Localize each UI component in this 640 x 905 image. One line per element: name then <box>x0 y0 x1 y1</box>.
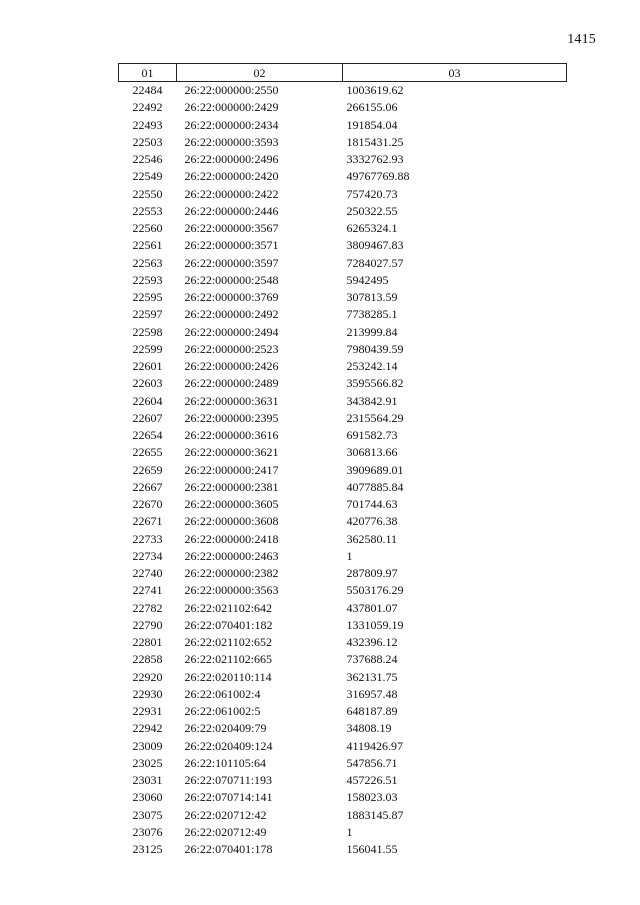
row-id-cell: 22801 <box>132 635 163 650</box>
value-cell: 2315564.29 <box>346 410 404 425</box>
value-cell: 253242.14 <box>346 359 398 374</box>
row-id-cell: 23076 <box>132 824 163 839</box>
cadastral-number-cell: 26:22:000000:2446 <box>184 203 279 218</box>
table-row <box>119 755 567 772</box>
value-cell: 156041.55 <box>346 842 398 857</box>
row-id-cell: 22484 <box>132 83 163 98</box>
table-row <box>119 669 567 686</box>
table-row <box>119 479 567 496</box>
row-id-cell: 22595 <box>132 290 163 305</box>
row-id-cell: 22858 <box>132 652 163 667</box>
column-header-03: 03 <box>343 64 567 82</box>
row-id-cell: 22931 <box>132 704 163 719</box>
table-row <box>119 513 567 530</box>
table-row <box>119 600 567 617</box>
value-cell: 3332762.93 <box>346 152 404 167</box>
table-row <box>119 117 567 134</box>
value-cell: 250322.55 <box>346 203 398 218</box>
table-row <box>119 324 567 341</box>
row-id-cell: 23075 <box>132 807 163 822</box>
row-id-cell: 22670 <box>132 497 163 512</box>
table-row <box>119 686 567 703</box>
table-row <box>119 82 567 100</box>
cadastral-number-cell: 26:22:000000:2523 <box>184 341 279 356</box>
value-cell: 437801.07 <box>346 600 398 615</box>
cadastral-number-cell: 26:22:000000:2417 <box>184 462 279 477</box>
table-row <box>119 496 567 513</box>
cadastral-number-cell: 26:22:020712:49 <box>184 824 267 839</box>
cadastral-number-cell: 26:22:021102:642 <box>184 600 273 615</box>
row-id-cell: 22546 <box>132 152 163 167</box>
table-row <box>119 237 567 254</box>
table-row <box>119 807 567 824</box>
value-cell: 287809.97 <box>346 566 398 581</box>
value-cell: 3909689.01 <box>346 462 404 477</box>
table-row <box>119 531 567 548</box>
row-id-cell: 23125 <box>132 842 163 857</box>
table-row <box>119 617 567 634</box>
row-id-cell: 23060 <box>132 790 163 805</box>
table-row <box>119 427 567 444</box>
value-cell: 4077885.84 <box>346 479 404 494</box>
table-row <box>119 651 567 668</box>
cadastral-number-cell: 26:22:070401:178 <box>184 842 273 857</box>
table-row <box>119 168 567 185</box>
row-id-cell: 22655 <box>132 445 163 460</box>
row-id-cell: 22671 <box>132 514 163 529</box>
table-row <box>119 720 567 737</box>
value-cell: 1883145.87 <box>346 807 404 822</box>
value-cell: 266155.06 <box>346 100 398 115</box>
cadastral-number-cell: 26:22:020110:114 <box>184 669 272 684</box>
cadastral-number-cell: 26:22:020409:79 <box>184 721 267 736</box>
value-cell: 457226.51 <box>346 773 398 788</box>
value-cell: 3595566.82 <box>346 376 404 391</box>
table-row <box>119 462 567 479</box>
column-header-02: 02 <box>177 64 343 82</box>
cadastral-number-cell: 26:22:021102:652 <box>184 635 273 650</box>
row-id-cell: 22920 <box>132 669 163 684</box>
row-id-cell: 22493 <box>132 117 163 132</box>
cadastral-number-cell: 26:22:000000:3769 <box>184 290 279 305</box>
row-id-cell: 22603 <box>132 376 163 391</box>
row-id-cell: 22597 <box>132 307 163 322</box>
value-cell: 1003619.62 <box>346 83 404 98</box>
value-cell: 1331059.19 <box>346 617 404 632</box>
row-id-cell: 22492 <box>132 100 163 115</box>
row-id-cell: 22563 <box>132 255 163 270</box>
cadastral-number-cell: 26:22:000000:3631 <box>184 393 279 408</box>
row-id-cell: 22733 <box>132 531 163 546</box>
cadastral-number-cell: 26:22:000000:2463 <box>184 548 279 563</box>
row-id-cell: 22549 <box>132 169 163 184</box>
value-cell: 34808.19 <box>346 721 392 736</box>
table-row <box>119 289 567 306</box>
cadastral-number-cell: 26:22:000000:3567 <box>184 221 279 236</box>
table-row <box>119 186 567 203</box>
cadastral-value-table <box>118 63 567 858</box>
value-cell: 6265324.1 <box>346 221 398 236</box>
table-row <box>119 220 567 237</box>
table-row <box>119 582 567 599</box>
column-header-01: 01 <box>119 64 177 82</box>
cadastral-number-cell: 26:22:000000:3597 <box>184 255 279 270</box>
row-id-cell: 23009 <box>132 738 163 753</box>
cadastral-number-cell: 26:22:000000:2395 <box>184 410 279 425</box>
cadastral-number-cell: 26:22:000000:2434 <box>184 117 279 132</box>
table-row <box>119 634 567 651</box>
value-cell: 432396.12 <box>346 635 398 650</box>
value-cell: 213999.84 <box>346 324 398 339</box>
table-row <box>119 565 567 582</box>
row-id-cell: 22659 <box>132 462 163 477</box>
table-row <box>119 703 567 720</box>
table-row <box>119 410 567 427</box>
cadastral-number-cell: 26:22:000000:2429 <box>184 100 279 115</box>
value-cell: 191854.04 <box>346 117 398 132</box>
cadastral-number-cell: 26:22:020409:124 <box>184 738 273 753</box>
cadastral-number-cell: 26:22:021102:665 <box>184 652 273 667</box>
table-row <box>119 444 567 461</box>
table-row <box>119 738 567 755</box>
cadastral-number-cell: 26:22:020712:42 <box>184 807 267 822</box>
cadastral-number-cell: 26:22:000000:3616 <box>184 428 279 443</box>
table-row <box>119 151 567 168</box>
row-id-cell: 22503 <box>132 134 163 149</box>
row-id-cell: 23025 <box>132 755 163 770</box>
row-id-cell: 22560 <box>132 221 163 236</box>
row-id-cell: 22598 <box>132 324 163 339</box>
cadastral-number-cell: 26:22:070401:182 <box>184 617 273 632</box>
page-number: 1415 <box>567 32 596 47</box>
value-cell: 7284027.57 <box>346 255 404 270</box>
cadastral-number-cell: 26:22:000000:3593 <box>184 134 279 149</box>
value-cell: 5503176.29 <box>346 583 404 598</box>
table-header-row <box>119 64 567 82</box>
row-id-cell: 22782 <box>132 600 163 615</box>
row-id-cell: 22930 <box>132 686 163 701</box>
row-id-cell: 22942 <box>132 721 163 736</box>
cadastral-number-cell: 26:22:000000:2550 <box>184 83 279 98</box>
row-id-cell: 22667 <box>132 479 163 494</box>
cadastral-number-cell: 26:22:000000:3571 <box>184 238 279 253</box>
value-cell: 691582.73 <box>346 428 398 443</box>
value-cell: 1 <box>346 548 353 563</box>
value-cell: 1 <box>346 824 353 839</box>
value-cell: 49767769.88 <box>346 169 410 184</box>
cadastral-number-cell: 26:22:000000:2420 <box>184 169 279 184</box>
value-cell: 737688.24 <box>346 652 398 667</box>
table-row <box>119 789 567 806</box>
table-row <box>119 824 567 841</box>
row-id-cell: 22561 <box>132 238 163 253</box>
table-row <box>119 772 567 789</box>
cadastral-number-cell: 26:22:000000:2489 <box>184 376 279 391</box>
value-cell: 362580.11 <box>346 531 398 546</box>
row-id-cell: 22601 <box>132 359 163 374</box>
cadastral-number-cell: 26:22:000000:3563 <box>184 583 279 598</box>
value-cell: 648187.89 <box>346 704 398 719</box>
cadastral-number-cell: 26:22:000000:3605 <box>184 497 279 512</box>
value-cell: 1815431.25 <box>346 134 404 149</box>
cadastral-number-cell: 26:22:000000:2422 <box>184 186 279 201</box>
table-body <box>119 82 567 859</box>
row-id-cell: 22740 <box>132 566 163 581</box>
row-id-cell: 22734 <box>132 548 163 563</box>
value-cell: 7980439.59 <box>346 341 404 356</box>
cadastral-number-cell: 26:22:000000:2418 <box>184 531 279 546</box>
cadastral-number-cell: 26:22:000000:2381 <box>184 479 279 494</box>
row-id-cell: 22553 <box>132 203 163 218</box>
table-row <box>119 393 567 410</box>
value-cell: 362131.75 <box>346 669 398 684</box>
cadastral-number-cell: 26:22:070714:141 <box>184 790 273 805</box>
value-cell: 158023.03 <box>346 790 398 805</box>
row-id-cell: 22654 <box>132 428 163 443</box>
value-cell: 420776.38 <box>346 514 398 529</box>
row-id-cell: 22599 <box>132 341 163 356</box>
table-row <box>119 272 567 289</box>
value-cell: 4119426.97 <box>346 738 404 753</box>
cadastral-number-cell: 26:22:000000:2382 <box>184 566 279 581</box>
row-id-cell: 22790 <box>132 617 163 632</box>
row-id-cell: 22607 <box>132 410 163 425</box>
cadastral-number-cell: 26:22:000000:2492 <box>184 307 279 322</box>
cadastral-number-cell: 26:22:000000:2494 <box>184 324 279 339</box>
row-id-cell: 22604 <box>132 393 163 408</box>
cadastral-number-cell: 26:22:000000:3621 <box>184 445 279 460</box>
cadastral-number-cell: 26:22:000000:3608 <box>184 514 279 529</box>
value-cell: 701744.63 <box>346 497 398 512</box>
table-row <box>119 306 567 323</box>
table-row <box>119 341 567 358</box>
value-cell: 547856.71 <box>346 755 398 770</box>
cadastral-number-cell: 26:22:000000:2548 <box>184 272 279 287</box>
cadastral-number-cell: 26:22:000000:2496 <box>184 152 279 167</box>
value-cell: 7738285.1 <box>346 307 398 322</box>
table-row <box>119 255 567 272</box>
value-cell: 3809467.83 <box>346 238 404 253</box>
row-id-cell: 22593 <box>132 272 163 287</box>
table-row <box>119 548 567 565</box>
value-cell: 757420.73 <box>346 186 398 201</box>
table-row <box>119 841 567 858</box>
table-row <box>119 134 567 151</box>
cadastral-number-cell: 26:22:000000:2426 <box>184 359 279 374</box>
value-cell: 306813.66 <box>346 445 398 460</box>
value-cell: 5942495 <box>346 272 389 287</box>
table-row <box>119 375 567 392</box>
value-cell: 307813.59 <box>346 290 398 305</box>
cadastral-number-cell: 26:22:061002:4 <box>184 686 261 701</box>
table-row <box>119 99 567 116</box>
row-id-cell: 22550 <box>132 186 163 201</box>
cadastral-number-cell: 26:22:070711:193 <box>184 773 273 788</box>
value-cell: 316957.48 <box>346 686 398 701</box>
row-id-cell: 22741 <box>132 583 163 598</box>
cadastral-number-cell: 26:22:061002:5 <box>184 704 261 719</box>
cadastral-number-cell: 26:22:101105:64 <box>184 755 267 770</box>
row-id-cell: 23031 <box>132 773 163 788</box>
table-row <box>119 358 567 375</box>
value-cell: 343842.91 <box>346 393 398 408</box>
table-row <box>119 203 567 220</box>
